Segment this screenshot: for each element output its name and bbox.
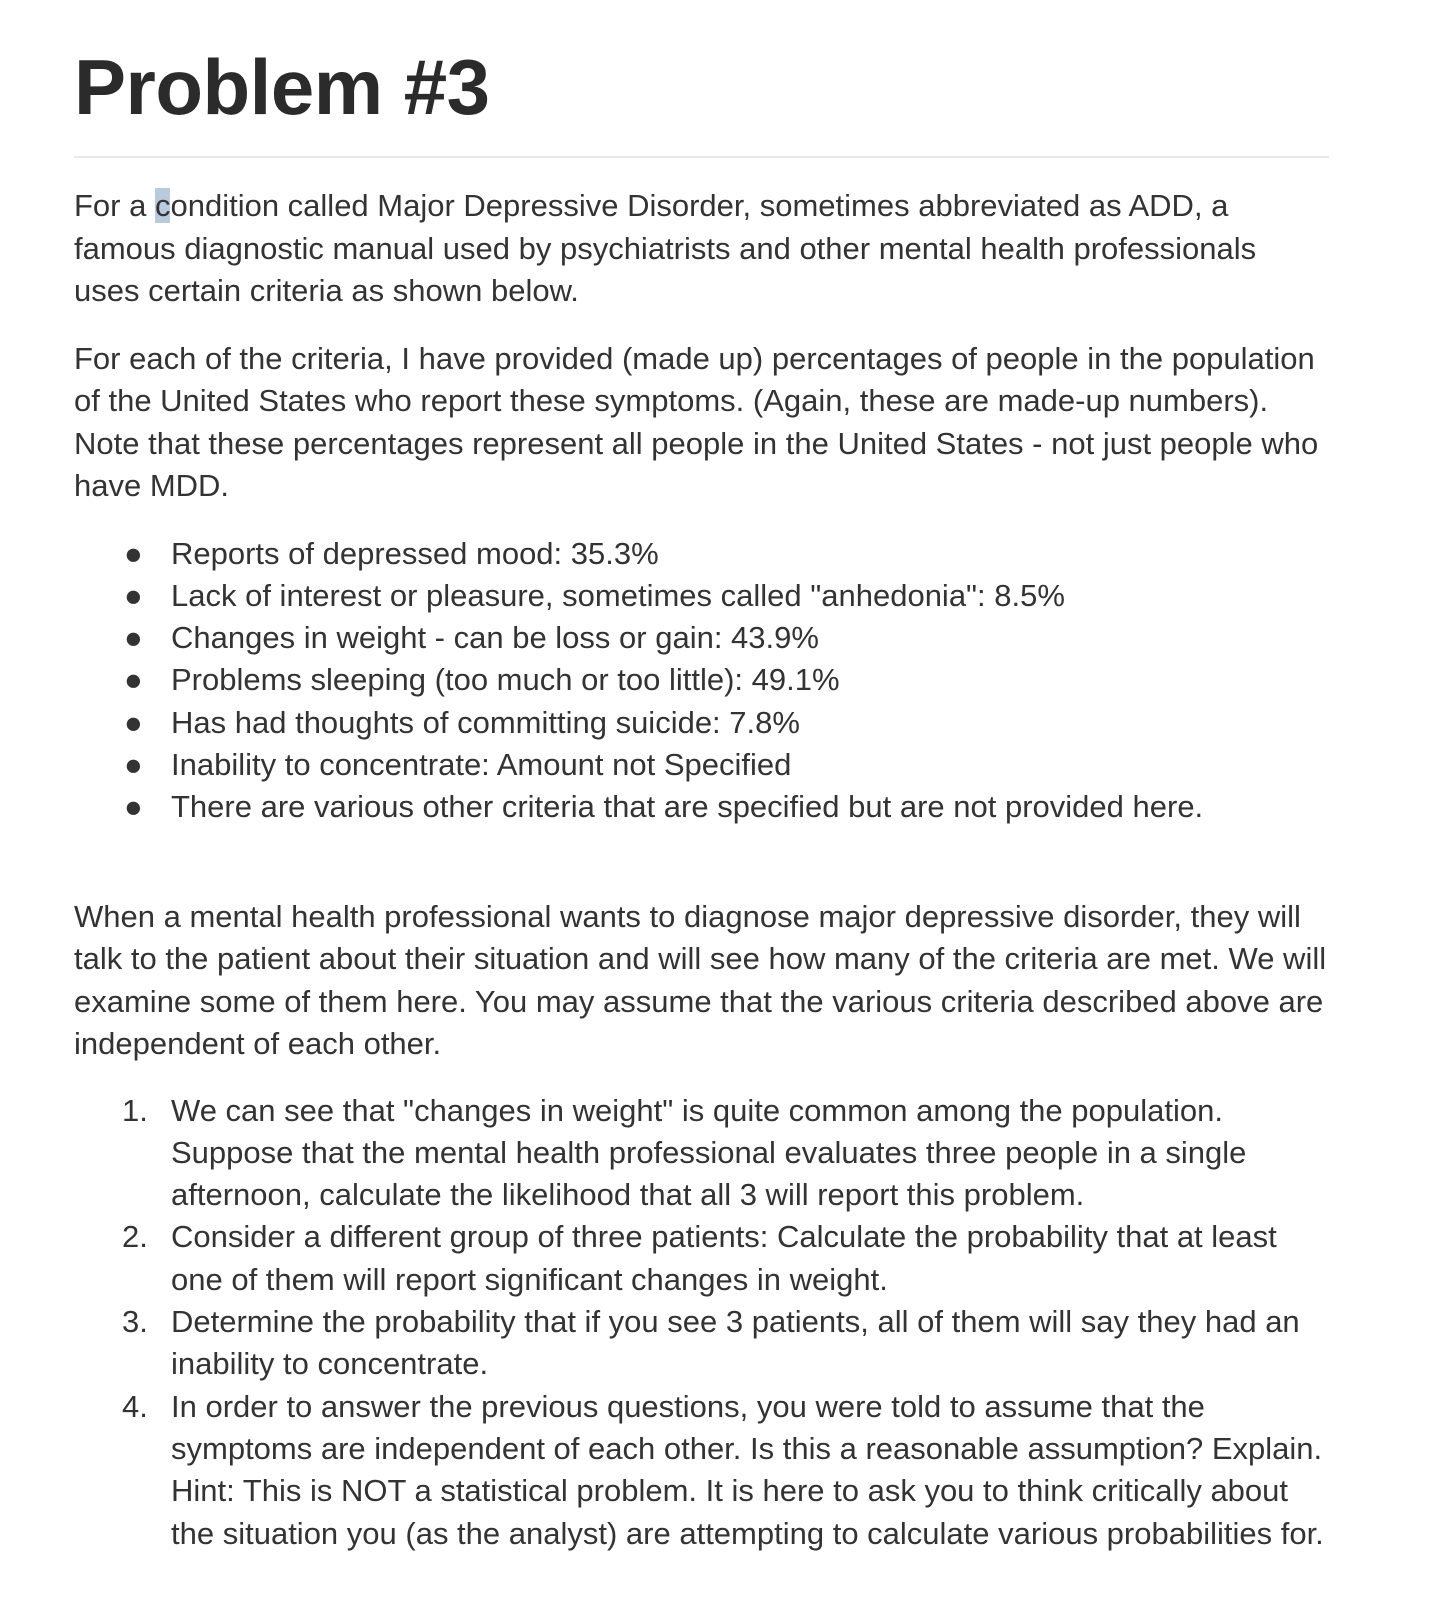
diagnosis-paragraph: When a mental health professional wants to diagnose major depressive disorder, they will talk to the patient about their situation and will see how many of the criteria are met. We will examine some of them here. You may assume that the various criteria described above are independent of each other. xyxy=(74,898,1327,1062)
question-text: Consider a different group of three patients: Calculate the probability that at least one of them will report significant changes in weight. xyxy=(171,1219,1277,1297)
bullet-icon: ● xyxy=(124,746,143,782)
list-item xyxy=(74,786,1329,828)
question-number: 3. xyxy=(122,1304,148,1340)
criteria-text: Lack of interest or pleasure, sometimes called "anhedonia": 8.5% xyxy=(171,577,1065,613)
bullet-icon: ● xyxy=(124,789,143,825)
list-item xyxy=(74,744,1329,786)
list-item xyxy=(74,533,1329,575)
list-item xyxy=(74,702,1329,744)
list-item xyxy=(74,659,1329,701)
criteria-list xyxy=(74,533,1329,829)
page-title: Problem #3 xyxy=(74,43,490,131)
question-item xyxy=(74,1090,1329,1217)
title-divider xyxy=(74,156,1329,158)
list-item xyxy=(74,617,1329,659)
bullet-icon: ● xyxy=(124,620,143,656)
bullet-icon: ● xyxy=(124,577,143,613)
text-cursor-selection[interactable]: c xyxy=(154,188,171,223)
document-page xyxy=(74,0,1329,1555)
question-text: We can see that "changes in weight" is quite common among the population. Suppose that the mental health professional evaluates three people in a single afternoon, calculate the likelihood that all 3 will report this problem. xyxy=(171,1092,1247,1213)
question-text: Determine the probability that if you see 3 patients, all of them will say they had an inability to concentrate. xyxy=(171,1304,1300,1382)
question-item xyxy=(74,1386,1329,1555)
question-text: In order to answer the previous questions, you were told to assume that the symptoms are independent of each other. Is this a reasonable assumption? Explain. Hint: This is NOT a statistical problem. It is here to ask you to think critically about the situation you (as the analyst) are attempting to calculate various probabilities for. xyxy=(171,1388,1324,1551)
criteria-text: Inability to concentrate: Amount not Specified xyxy=(171,746,792,782)
question-item xyxy=(74,1301,1329,1386)
percentages-paragraph: For each of the criteria, I have provided (made up) percentages of people in the population of the United States who report these symptoms. (Again, these are made-up numbers). Note that these percentages represent all people in the United States - not just people who have MDD. xyxy=(74,340,1319,503)
bullet-icon: ● xyxy=(124,535,143,571)
bullet-icon: ● xyxy=(124,662,143,698)
question-number: 1. xyxy=(122,1092,148,1128)
criteria-text: Problems sleeping (too much or too little): 49.1% xyxy=(171,662,840,698)
criteria-text: There are various other criteria that are specified but are not provided here. xyxy=(171,789,1204,825)
intro-text-rest: ondition called Major Depressive Disorder, sometimes abbreviated as ADD, a famous diagnostic manual used by psychiatrists and other mental health professionals uses certain criteria as shown below. xyxy=(74,188,1257,308)
criteria-text: Reports of depressed mood: 35.3% xyxy=(171,535,659,571)
intro-paragraph xyxy=(74,185,1329,313)
bullet-icon: ● xyxy=(124,704,143,740)
question-item xyxy=(74,1216,1329,1301)
intro-text-start: For a xyxy=(74,188,155,223)
list-item xyxy=(74,575,1329,617)
questions-list xyxy=(74,1090,1329,1555)
criteria-text: Has had thoughts of committing suicide: 7.8% xyxy=(171,704,800,740)
question-number: 2. xyxy=(122,1219,148,1255)
criteria-text: Changes in weight - can be loss or gain: 43.9% xyxy=(171,620,819,656)
question-number: 4. xyxy=(122,1388,148,1424)
